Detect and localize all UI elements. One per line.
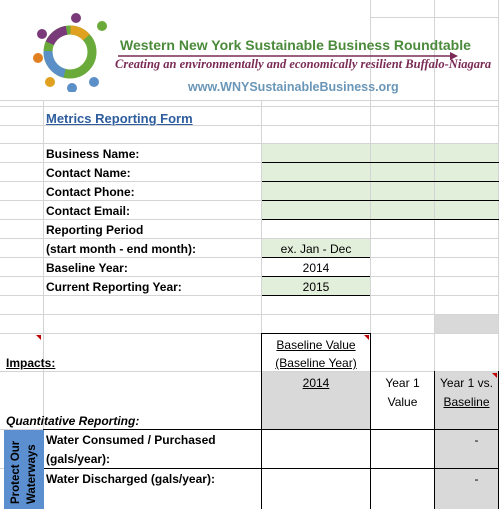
baseline-value-header: Baseline Value (276, 338, 356, 352)
contact-name-label: Contact Name: (46, 166, 131, 180)
logo (0, 0, 499, 100)
water-discharged-label: Water Discharged (gals/year): (46, 472, 215, 486)
baseline-year-header: (Baseline Year) (275, 356, 357, 370)
year1-header: Year 1 (385, 376, 420, 390)
water-consumed-label: Water Consumed / Purchased (46, 433, 216, 447)
year1-vs-header: Year 1 vs. (440, 376, 493, 390)
logo-title: Western New York Sustainable Business Roundtable (120, 37, 471, 53)
quantitative-reporting-label: Quantitative Reporting: (6, 414, 140, 428)
reporting-period-value[interactable]: ex. Jan - Dec (280, 242, 352, 256)
logo-url[interactable]: www.WNYSustainableBusiness.org (188, 80, 399, 94)
business-name-label: Business Name: (46, 147, 140, 161)
contact-email-input[interactable] (262, 201, 499, 220)
contact-phone-input[interactable] (262, 182, 499, 201)
water-discharged-vs-value: - (474, 472, 479, 486)
form-title[interactable]: Metrics Reporting Form (46, 111, 193, 126)
current-year-value[interactable]: 2015 (302, 280, 330, 294)
logo-tagline: Creating an environmentally and economically resilient Buffalo-Niagara (115, 57, 492, 71)
protect-waterways-category (4, 430, 44, 509)
contact-name-input[interactable] (262, 163, 499, 182)
baseline-year-value[interactable]: 2014 (302, 261, 330, 275)
baseline-column-year: 2014 (302, 376, 330, 390)
current-year-label: Current Reporting Year: (46, 280, 182, 294)
gray-cell-header (434, 315, 499, 334)
year1-vs-baseline-header: Baseline (443, 395, 490, 409)
reporting-period-label: Reporting Period (46, 223, 144, 237)
business-name-input[interactable] (262, 144, 499, 163)
impacts-label: Impacts: (6, 356, 56, 370)
water-consumed-unit: (gals/year): (46, 452, 111, 466)
gear-logo-icon (28, 12, 112, 92)
reporting-period-sublabel: (start month - end month): (46, 242, 196, 256)
year1-value-header: Value (387, 395, 418, 409)
comment-indicator[interactable] (36, 335, 41, 340)
contact-phone-label: Contact Phone: (46, 185, 135, 199)
baseline-year-label: Baseline Year: (46, 261, 128, 275)
water-consumed-vs-value: - (474, 433, 479, 447)
side-label-line2: Waterways (26, 444, 38, 504)
side-label-line1: Protect Our (10, 440, 22, 504)
contact-email-label: Contact Email: (46, 204, 131, 218)
